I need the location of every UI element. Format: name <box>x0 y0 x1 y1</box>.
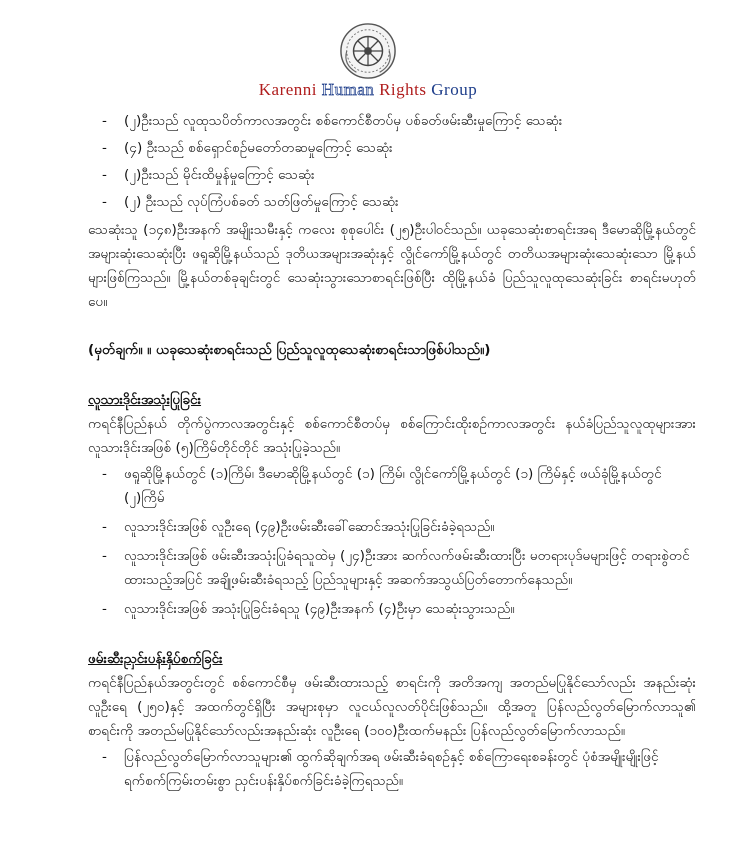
section-heading-human-shields: လူသားဒိုင်းအသုံးပြုခြင်း <box>88 392 202 408</box>
section-intro-torture: ကရင်နီပြည်နယ်အတွင်းတွင် စစ်ကောင်စီမှ ဖမ်းဆီးထားသည့် စာရင်းကို အတိအကျ အတည်မပြုနိုင်သော်လည်း အနည်းဆုံး လူဦးရေ (၂၅၀)နှင့် အထက်တွင်ရှိပြီး အများစုမှာ လူငယ်လူလတ်ပိုင်းဖြစ်သည်။ ထို့အတူ ပြန်လည်လွတ်မြောက်လာသူ၏ စာရင်းကို အတည်မပြုနိုင်သော်လည်းအနည်းဆုံး လူဦးရေ (၁၀၀)ဦးထက်မနည်း ပြန်လည်လွတ်မြောက်လာသည်။ <box>88 675 696 739</box>
list-item: - (၂)ဦးသည် လူထုသပိတ်ကာလအတွင်း စစ်ကောင်စီတပ်မှ ပစ်ခတ်ဖမ်းဆီးမှုကြောင့် သေဆုံး <box>102 113 563 129</box>
dharma-wheel-emblem-icon <box>339 22 397 80</box>
list-item: - ဖရူဆိုမြို့နယ်တွင် (၁)ကြိမ်၊ ဒီမောဆိုမြို့နယ်တွင် (၁) ကြိမ်၊ လွိုင်ကော်မြို့နယ်တွင် (၁) ကြိမ်နှင့် ဖယ်ခုံမြို့နယ်တွင် (၂)ကြိမ် <box>102 466 662 506</box>
list-item: - လူသားဒိုင်းအဖြစ် လူဦးရေ (၄၉)ဦးဖမ်းဆီးခေါ်ဆောင်အသုံးပြုခြင်းခံခဲ့ရသည်။ <box>102 519 495 535</box>
org-name-word-2: Human <box>321 80 375 99</box>
summary-paragraph: သေဆုံးသူ (၁၄၈)ဦးအနက် အမျိုးသမီးနှင့် ကလေး စုစုပေါင်း (၂၅)ဦးပါဝင်သည်။ ယခုသေဆုံးစာရင်းအရ ဒီမောဆိုမြို့နယ်တွင်အများဆုံးသေဆုံးပြီး ဖရူဆိုမြို့နယ်သည် ဒုတိယအများအဆုံးနှင့် လွိုင်ကော်မြို့နယ်တွင် တတိယအများဆုံးသေဆုံးသော မြို့နယ်များဖြစ်ကြသည်။ မြို့နယ်တစ်ခုချင်းတွင် သေဆုံးသွားသောစာရင်းဖြစ်ပြီး ထိုမြို့နယ်ခံ ပြည်သူလူထုသေဆုံးခြင်း စာရင်းမဟုတ်ပေ။ <box>88 222 696 310</box>
human-shield-list <box>88 462 696 621</box>
section-heading-torture: ဖမ်းဆီးညှင်းပန်းနှိပ်စက်ခြင်း <box>88 651 223 667</box>
org-name-word-4: Group <box>431 80 478 99</box>
org-name-word-1: Karenni <box>258 80 318 99</box>
list-item: - (၄) ဦးသည် စစ်ရှောင်စဉ်မတော်တဆမှုကြောင့် သေဆုံး <box>102 140 393 156</box>
logo-area <box>0 22 736 84</box>
torture-list <box>88 745 696 793</box>
list-item: - (၂) ဦးသည် လုပ်ကြံပစ်ခတ် သတ်ဖြတ်မှုကြောင့် သေဆုံး <box>102 194 399 210</box>
note-paragraph: (မှတ်ချက်။ ။ ယခုသေဆုံးစာရင်းသည် ပြည်သူလူထုသေဆုံးစာရင်းသာဖြစ်ပါသည်။) <box>88 342 491 358</box>
list-item: - (၂)ဦးသည် မိုင်းထိမှုန်မှုကြောင့် သေဆုံး <box>102 167 315 183</box>
org-name-word-3: Rights <box>379 80 427 99</box>
document-body <box>88 108 696 793</box>
section-intro-human-shields: ကရင်နီပြည်နယ် တိုက်ပွဲကာလအတွင်းနှင့် စစ်ကောင်စီတပ်မှ စစ်ကြောင်းထိုးစဉ်ကာလအတွင်း နယ်ခံပြည်သူလူထုများအား လူသားဒိုင်းအဖြစ် (၅)ကြိမ်တိုင်တိုင် အသုံးပြုခဲ့သည်။ <box>88 416 696 456</box>
list-item: - ပြန်လည်လွတ်မြောက်လာသူများ၏ ထွက်ဆိုချက်အရ ဖမ်းဆီးခံရစဉ်နှင့် စစ်ကြောရေးစခန်းတွင် ပုံစံအမျိုးမျိုးဖြင့် ရက်စက်ကြမ်းတမ်းစွာ ညှင်းပန်းနှိပ်စက်ခြင်းခံခဲ့ကြရသည်။ <box>102 749 659 789</box>
organization-name <box>0 80 736 100</box>
list-item: - လူသားဒိုင်းအဖြစ် အသုံးပြုခြင်းခံရသူ (၄၉)ဦးအနက် (၄)ဦးမှာ သေဆုံးသွားသည်။ <box>102 601 515 617</box>
list-item: - လူသားဒိုင်းအဖြစ် ဖမ်းဆီးအသုံးပြုခံရသူထဲမှ (၂၄)ဦးအား ဆက်လက်ဖမ်းဆီးထားပြီး မတရားပုဒ်မများဖြင့် တရားစွဲတင်ထားသည့်အပြင် အချို့ဖမ်းဆီးခံရသည့် ပြည်သူများနှင့် အဆက်အသွယ်ပြတ်တောက်နေသည်။ <box>102 548 690 588</box>
death-cause-list <box>88 108 696 216</box>
